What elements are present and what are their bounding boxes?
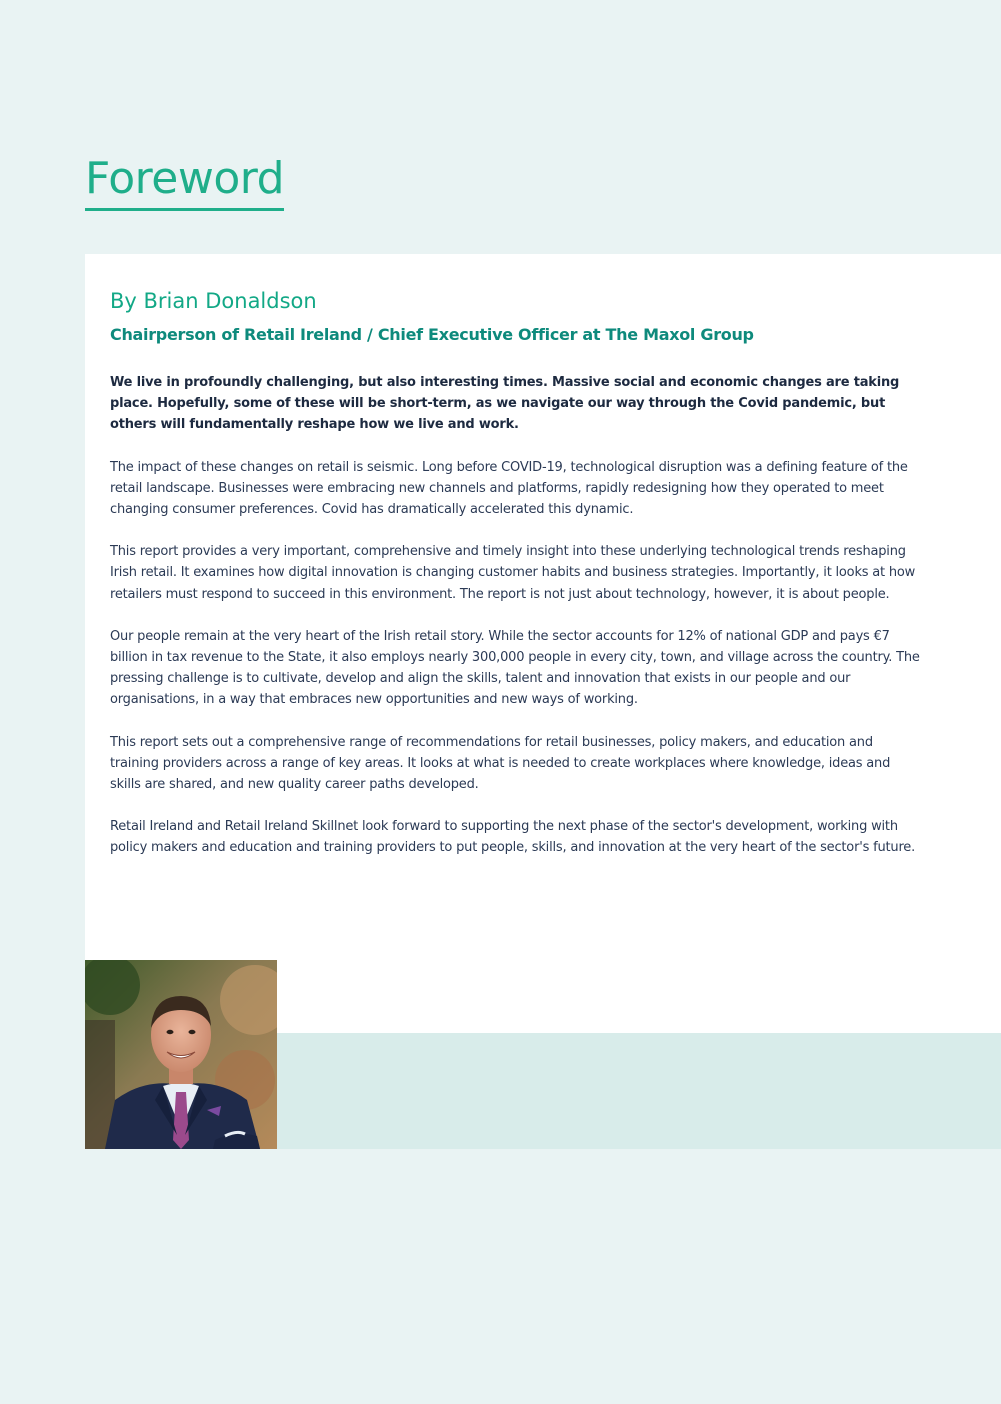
paragraph-people: Our people remain at the very heart of the Irish retail story. While the sector accounts for 12% of national GDP and pays €7 billion in tax revenue to the State, it also employs nearly 300,000 people in every city, town, and village across the country. The pressing challenge is to cultivate, develop and align the skills, talent and innovation that exists in our people and our organisations, in a way that embraces new opportunities and new ways of working. [110, 628, 920, 708]
author-byline: By Brian Donaldson [110, 289, 317, 313]
page-title: Foreword [85, 150, 284, 211]
decorative-band [277, 1033, 1001, 1149]
paragraph-closing: Retail Ireland and Retail Ireland Skillnet look forward to supporting the next phase of the sector's development, working with policy makers and education and training providers to put people, skills, and innovation at the very heart of the sector's future. [110, 819, 916, 856]
author-photo [85, 960, 277, 1149]
paragraph-recommendations: This report sets out a comprehensive range of recommendations for retail businesses, policy makers, and education and training providers across a range of key areas. It looks at what is needed to create workplaces where knowledge, ideas and skills are shared, and new quality career paths developed. [110, 734, 891, 793]
author-role: Chairperson of Retail Ireland / Chief Executive Officer at The Maxol Group [110, 325, 754, 344]
portrait-illustration [85, 960, 277, 1149]
paragraph-intro: We live in profoundly challenging, but also interesting times. Massive social and economic changes are taking place. Hopefully, some of these will be short-term, as we navigate our way through the Covid pandemic, but others will fundamentally reshape how we live and work. [110, 375, 900, 433]
foreword-body [110, 372, 922, 880]
paragraph-report-insight: This report provides a very important, comprehensive and timely insight into these underlying technological trends reshaping Irish retail. It examines how digital innovation is changing customer habits and business strategies. Importantly, it looks at how retailers must respond to succeed in this environment. The report is not just about technology, however, it is about people. [110, 544, 916, 602]
paragraph-impact: The impact of these changes on retail is seismic. Long before COVID-19, technological disruption was a defining feature of the retail landscape. Businesses were embracing new channels and platforms, rapidly redesigning how they operated to meet changing consumer preferences. Covid has dramatically accelerated this dynamic. [110, 459, 908, 518]
